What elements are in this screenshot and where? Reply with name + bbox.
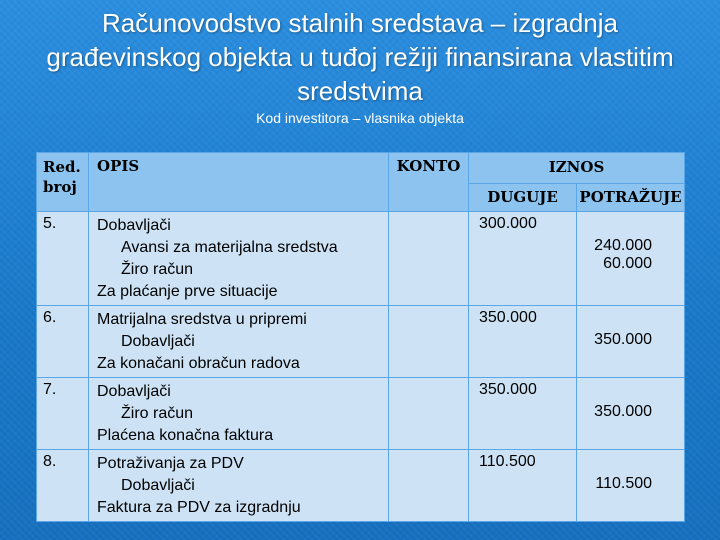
credit-account: Dobavljači (121, 333, 195, 350)
debit-account: Dobavljači (97, 217, 171, 234)
credit-account: Dobavljači (121, 477, 195, 494)
row-number: 6. (37, 306, 89, 378)
row-potrazuje (577, 450, 685, 522)
row-description (89, 378, 389, 450)
row-number: 8. (37, 450, 89, 522)
header-potrazuje: POTRAŽUJE (579, 188, 682, 206)
header-opis: OPIS (89, 153, 389, 212)
table-header-row (37, 153, 685, 212)
row-description (89, 306, 389, 378)
row-description (89, 450, 389, 522)
row-duguje: 350.000 (469, 306, 577, 378)
booking-note: Za konačani obračun radova (97, 355, 300, 372)
table-row (37, 306, 685, 378)
row-duguje: 110.500 (469, 450, 577, 522)
row-duguje: 300.000 (469, 212, 577, 306)
credit-account: Avansi za materijalna sredstva (121, 239, 338, 256)
header-iznos-label: IZNOS (469, 153, 684, 184)
booking-note: Za plaćanje prve situacije (97, 283, 278, 300)
row-konto (389, 306, 469, 378)
row-potrazuje (577, 378, 685, 450)
header-red-broj: Red. broj (37, 153, 89, 212)
row-number: 7. (37, 378, 89, 450)
credit-account: Žiro račun (121, 261, 194, 278)
row-duguje: 350.000 (469, 378, 577, 450)
header-iznos (469, 153, 685, 212)
table-row (37, 378, 685, 450)
row-potrazuje (577, 212, 685, 306)
row-description (89, 212, 389, 306)
potrazuje-value: 110.500 (595, 475, 653, 492)
debit-account: Matrijalna sredstva u pripremi (97, 311, 307, 328)
booking-note: Faktura za PDV za izgradnju (97, 499, 301, 516)
potrazuje-value: 350.000 (594, 331, 653, 348)
booking-note: Plaćena konačna faktura (97, 427, 274, 444)
debit-account: Potraživanja za PDV (97, 455, 244, 472)
header-duguje: DUGUJE (469, 184, 577, 211)
debit-account: Dobavljači (97, 383, 171, 400)
credit-account: Žiro račun (121, 405, 194, 422)
journal-table (36, 152, 685, 522)
row-number: 5. (37, 212, 89, 306)
row-konto (389, 212, 469, 306)
row-konto (389, 378, 469, 450)
page-subtitle: Kod investitora – vlasnika objekta (256, 110, 464, 126)
row-konto (389, 450, 469, 522)
potrazuje-value: 350.000 (594, 403, 653, 420)
potrazuje-value: 240.000 (594, 237, 653, 254)
row-potrazuje (577, 306, 685, 378)
header-konto: KONTO (389, 153, 469, 212)
table-row (37, 450, 685, 522)
potrazuje-value: 60.000 (603, 255, 653, 272)
table-row (37, 212, 685, 306)
page-title: Računovodstvo stalnih sredstava – izgradnja građevinskog objekta u tuđoj režiji finansirana vlastitim sredstvima (46, 8, 674, 106)
